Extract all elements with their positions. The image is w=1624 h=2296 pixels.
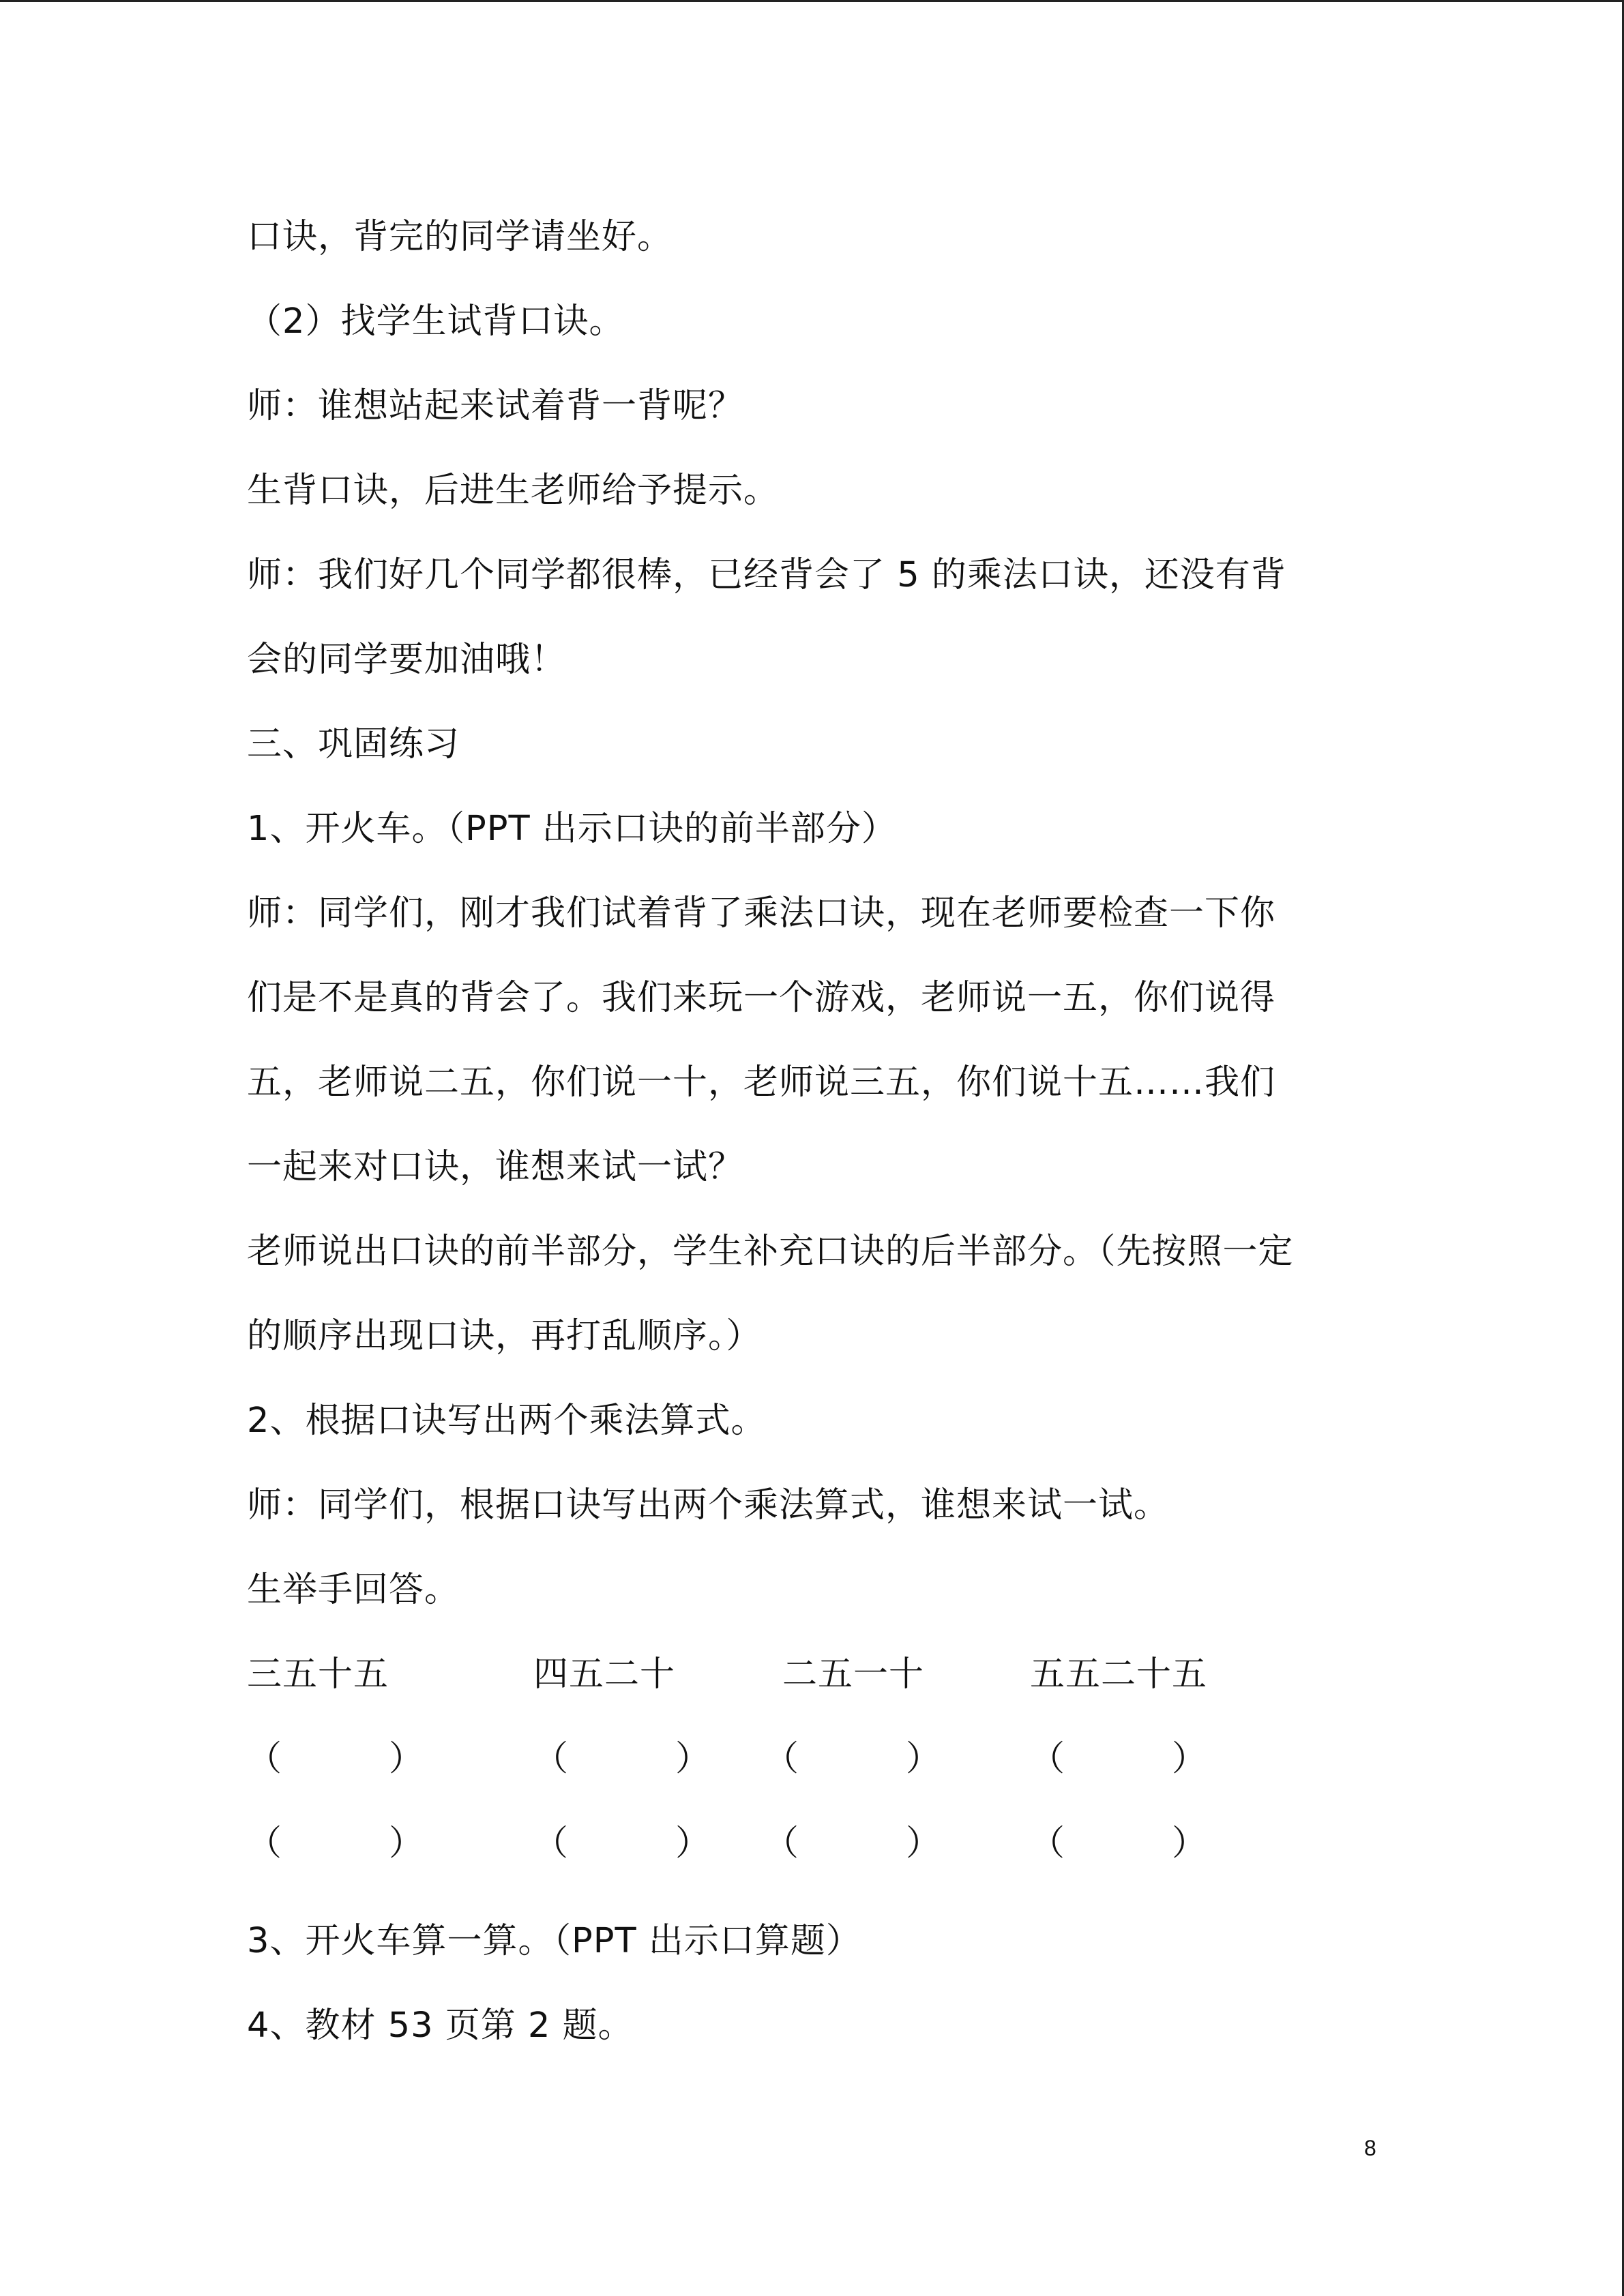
text-line-1: 口诀，背完的同学请坐好。 bbox=[247, 217, 673, 257]
text-line-12: 一起来对口诀，谁想来试一试？ bbox=[247, 1147, 744, 1187]
answer-blank: （ ） bbox=[764, 1739, 942, 1779]
text-line-13: 老师说出口诀的前半部分，学生补充口诀的后半部分。（先按照一定 bbox=[247, 1232, 1294, 1272]
section-heading: 三、巩固练习 bbox=[247, 724, 460, 764]
answer-blank: （ ） bbox=[533, 1739, 711, 1779]
koujue-4: 五五二十五 bbox=[1030, 1654, 1208, 1695]
answer-blank: （ ） bbox=[247, 1739, 425, 1779]
top-border-line bbox=[0, 0, 1624, 2]
koujue-3: 二五一十 bbox=[782, 1654, 925, 1695]
text-line-3: 师：谁想站起来试着背一背呢？ bbox=[247, 386, 744, 426]
answer-blank: （ ） bbox=[247, 1823, 425, 1864]
exercise-3-heading: 3、开火车算一算。（PPT 出示口算题） bbox=[247, 1921, 861, 1961]
exercise-2-heading: 2、根据口诀写出两个乘法算式。 bbox=[247, 1401, 767, 1441]
answer-blank: （ ） bbox=[1030, 1823, 1208, 1864]
text-line-14: 的顺序出现口诀，再打乱顺序。） bbox=[247, 1316, 762, 1356]
exercise-4-heading: 4、教材 53 页第 2 题。 bbox=[247, 2006, 634, 2046]
text-line-2: （2）找学生试背口诀。 bbox=[247, 301, 625, 342]
text-line-9: 师：同学们，刚才我们试着背了乘法口诀，现在老师要检查一下你 bbox=[247, 893, 1276, 934]
text-line-17: 生举手回答。 bbox=[247, 1570, 460, 1610]
koujue-2: 四五二十 bbox=[533, 1654, 676, 1695]
page-number: 8 bbox=[1364, 2136, 1376, 2160]
text-line-4: 生背口诀，后进生老师给予提示。 bbox=[247, 471, 780, 511]
text-line-11: 五，老师说二五，你们说一十，老师说三五，你们说十五……我们 bbox=[247, 1062, 1276, 1103]
answer-blank: （ ） bbox=[764, 1823, 942, 1864]
exercise-1-heading: 1、开火车。（PPT 出示口诀的前半部分） bbox=[247, 809, 897, 849]
answer-blank: （ ） bbox=[533, 1823, 711, 1864]
answer-blank: （ ） bbox=[1030, 1739, 1208, 1779]
text-line-16: 师：同学们，根据口诀写出两个乘法算式，谁想来试一试。 bbox=[247, 1485, 1170, 1525]
text-line-10: 们是不是真的背会了。我们来玩一个游戏，老师说一五，你们说得 bbox=[247, 978, 1276, 1018]
text-line-6: 会的同学要加油哦！ bbox=[247, 640, 567, 680]
koujue-1: 三五十五 bbox=[247, 1654, 389, 1695]
text-line-5: 师：我们好几个同学都很棒，已经背会了 5 的乘法口诀，还没有背 bbox=[247, 555, 1286, 595]
